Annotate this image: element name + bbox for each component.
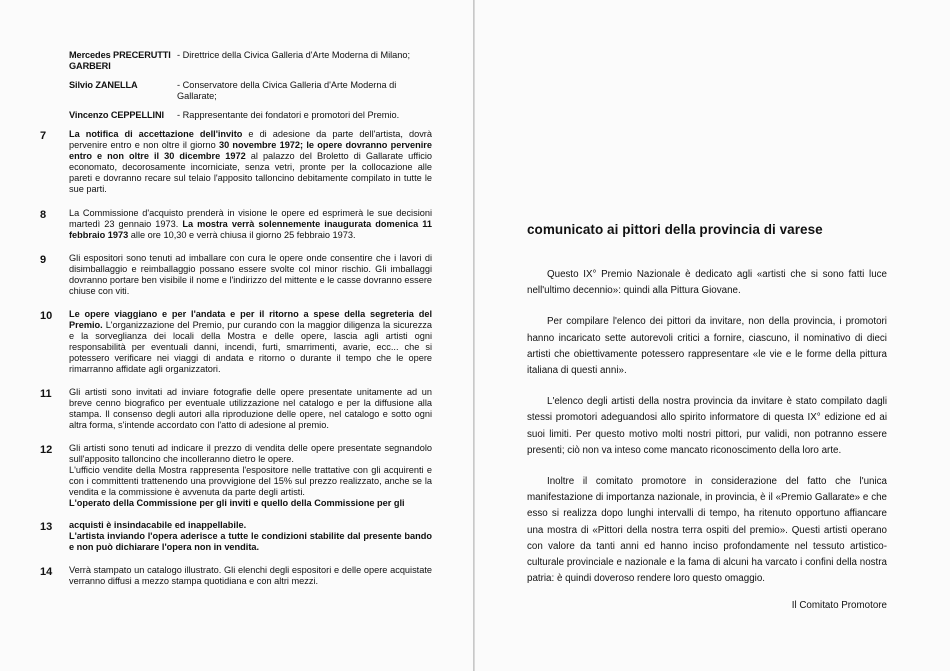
member-name: Mercedes PRECERUTTI GARBERI: [69, 50, 171, 71]
article-10: [40, 309, 432, 375]
article-bold-text: 30 novembre 1972; le opere dovranno pervenire entro e non oltre il 30 dicembre 1972: [69, 140, 432, 161]
article-body: [69, 443, 432, 509]
article-7: [40, 129, 432, 195]
article-8: [40, 208, 432, 241]
member-row: [69, 110, 432, 121]
article-text: al palazzo del Broletto di Gallarate ufficio economato, decorosamente incorniciate, senza vetri, pronte per la collocazione alle pareti e dovranno recare sul telaio l'apposito talloncino debitamente compilato in tutte le sue parti.: [69, 151, 432, 194]
article-body: [69, 309, 432, 375]
article-text: e di adesione da parte dell'artista, dovrà pervenire entro e non oltre il giorno: [69, 129, 432, 150]
communique-paragraph: Inoltre il comitato promotore in considerazione del fatto che l'unica manifestazione di importanza nazionale, in provincia, è il «Premio Gallarate» e che esso si realizza dopo lunghi intervalli di tempo, ha ritenuto opportuno affiancare una mostra di «Pittori della nostra terra ospiti del premio». Questi artisti operano con valore da tanti anni ed hanno inciso profondamente nel tessuto artistico-culturale provinciale e nazionale e la fama di alcuni ha varcato i confini della nostra patria: è quindi doveroso rendere loro questo omaggio.: [527, 476, 887, 585]
right-page-content: [527, 222, 887, 611]
article-bold-text: Le opere viaggiano e per l'andata e per il ritorno a spese della segreteria del Premio.: [69, 309, 432, 330]
article-bold-text: acquisti è insindacabile ed inappellabile.: [69, 520, 247, 530]
communique-paragraph: L'elenco degli artisti della nostra provincia da invitare è stato compilato dagli stessi promotori adeguandosi allo spirito informatore di questa IX° edizione ed ai suoi limiti. Per questo motivo molti nostri pittori, pur validi, non potranno essere presenti; ciò non va inteso come mancato riconoscimento della loro arte.: [527, 396, 887, 456]
article-bold-text: La notifica di accettazione dell'invito: [69, 129, 243, 139]
member-role: - Direttrice della Civica Galleria d'Arte Moderna di Milano;: [177, 50, 411, 60]
article-number: 7: [40, 130, 47, 142]
article-body: [69, 565, 432, 587]
article-number: 8: [40, 209, 47, 221]
article-text: Verrà stampato un catalogo illustrato. Gli elenchi degli espositori e delle opere acquistate verranno diffusi a mezzo stampa quotidiana e con altri mezzi.: [69, 565, 432, 586]
article-body: [69, 129, 432, 195]
article-text: alle ore 10,30 e verrà chiusa il giorno 25 febbraio 1973.: [128, 230, 356, 240]
article-body: [69, 387, 432, 431]
article-text: Gli espositori sono tenuti ad imballare con cura le opere onde consentire che i lavori di disimballaggio e reimballaggio possano essere svolte col minor rischio. Gli imballaggi dovranno portare ben visibile il nome e l'indirizzo del mittente e le casse dovranno essere chiuse con viti.: [69, 253, 432, 296]
article-number: 10: [40, 310, 53, 322]
article-number: 13: [40, 521, 53, 533]
left-page: [0, 0, 474, 671]
communique-title: comunicato ai pittori della provincia di varese: [527, 222, 823, 237]
article-number: 14: [40, 566, 53, 578]
commission-members: [69, 50, 432, 121]
article-text: La Commissione d'acquisto prenderà in visione le opere ed esprimerà le sue decisioni martedì 23 gennaio 1973.: [69, 208, 432, 229]
article-number: 11: [40, 388, 52, 400]
right-page: [475, 0, 950, 671]
left-page-content: [40, 50, 432, 587]
article-text: Gli artisti sono tenuti ad indicare il prezzo di vendita delle opere presentate segnandolo sull'apposito talloncino che incolleranno dietro le opere.: [69, 443, 432, 464]
article-13: [40, 520, 432, 553]
communique-paragraph: Questo IX° Premio Nazionale è dedicato agli «artisti che si sono fatti luce nell'ultimo decennio»: quindi alla Pittura Giovane.: [527, 269, 887, 297]
member-role: - Conservatore della Civica Galleria d'Arte Moderna di Gallarate;: [177, 80, 397, 101]
member-row: [69, 80, 432, 102]
article-number: 9: [40, 254, 47, 266]
article-body: [69, 208, 432, 241]
signature: Il Comitato Promotore: [791, 600, 887, 612]
member-role: - Rappresentante dei fondatori e promotori del Premio.: [177, 110, 400, 120]
article-bold-text: L'operato della Commissione per gli inviti e quello della Commissione per gli: [69, 498, 405, 508]
article-bold-text: La mostra verrà solennemente inaugurata domenica 11 febbraio 1973: [69, 219, 432, 240]
article-bold-text: L'artista inviando l'opera aderisce a tutte le condizioni stabilite dal presente bando e non può dichiarare l'opera non in vendita.: [69, 531, 432, 552]
article-14: [40, 565, 432, 587]
article-body: [69, 253, 432, 297]
member-row: [69, 50, 432, 72]
article-9: [40, 253, 432, 297]
article-12: [40, 443, 432, 509]
article-11: [40, 387, 432, 431]
communique-paragraph: Per compilare l'elenco dei pittori da invitare, non della provincia, i promotori hanno incaricato sette autorevoli critici a fornire, ciascuno, il nominativo di dieci artisti che obiettivamente potessero rappresentare «le vie e le forme della pittura italiana di questi anni».: [527, 316, 887, 377]
article-body: [69, 520, 432, 553]
member-name: Vincenzo CEPPELLINI: [69, 110, 164, 120]
article-number: 12: [40, 444, 53, 456]
article-text: L'ufficio vendite della Mostra rappresenta l'espositore nelle trattative con gli acquirenti e con i committenti trattenendo una provvigione del 15% sul prezzo realizzato, anche se la vendita e la commissione è avvenuta da parte degli artisti.: [69, 465, 432, 497]
member-name: Silvio ZANELLA: [69, 80, 138, 90]
article-text: Gli artisti sono invitati ad inviare fotografie delle opere presentate unitamente ad un breve cenno biografico per eventuale utilizzazione nel catalogo e per la diffusione alla stampa. Il consenso degli autori alla riproduzione delle opere, nel catalogo e sotto ogni altra forma, s'intende accordato con l'atto di adesione al premio.: [69, 387, 432, 430]
article-text: L'organizzazione del Premio, pur curando con la maggior diligenza la sicurezza e la sorveglianza dei locali della Mostra e delle opere, lascia agli artisti ogni responsabilità per eventuali danni, incendi, furti, smarrimenti, avarie, ecc... che si potessero verificare nei viaggi di andata e ritorno o durante il tempo che le opere rimarranno affidate agli organizzatori.: [69, 320, 432, 374]
